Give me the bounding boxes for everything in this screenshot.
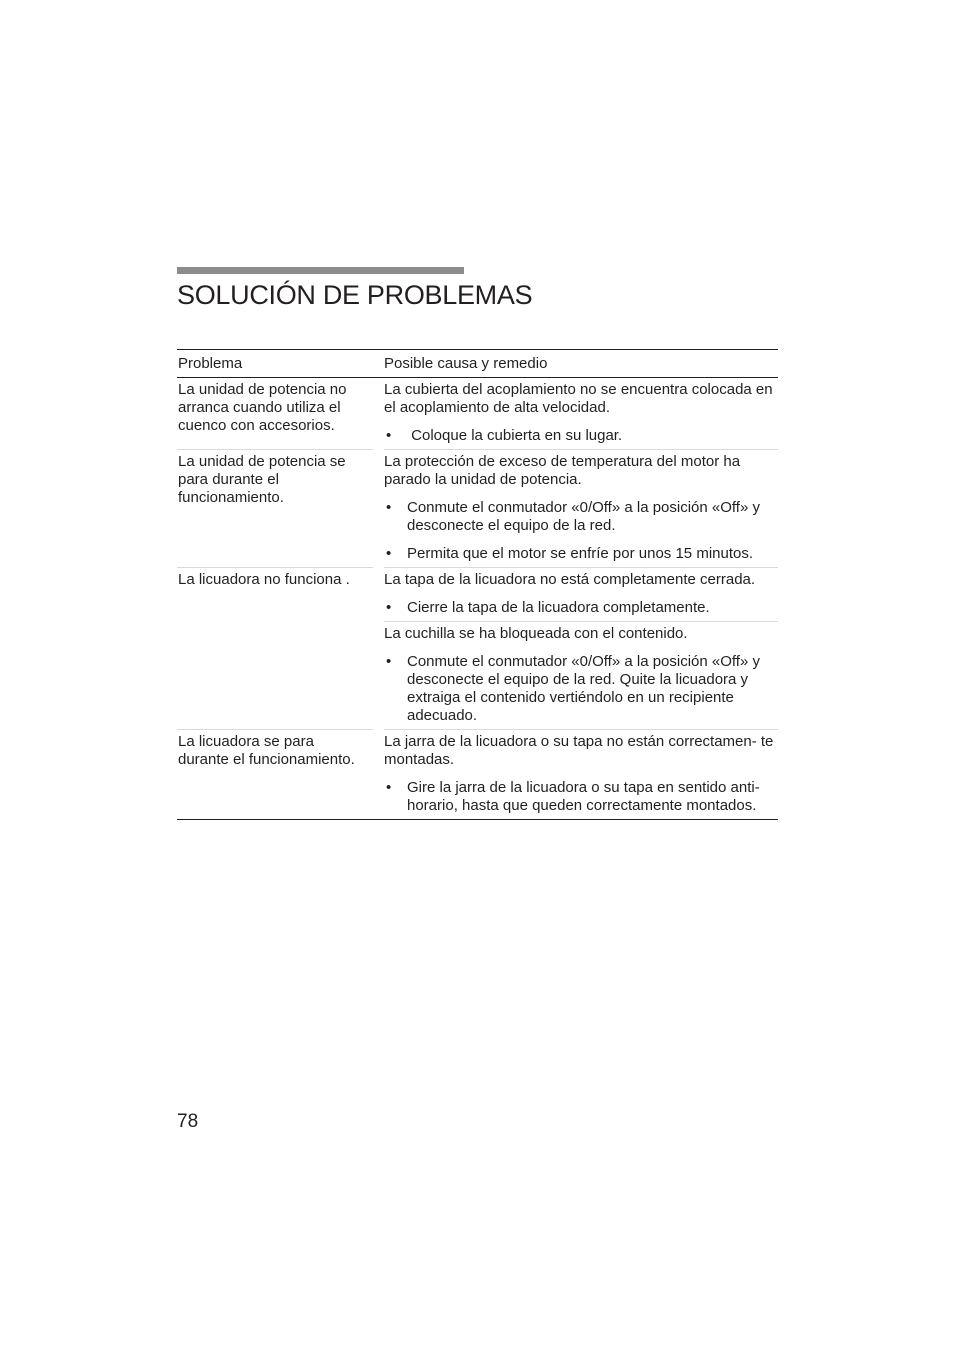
bullet-icon: •	[386, 599, 392, 616]
problem-cell: La licuadora no funciona .	[177, 567, 373, 729]
remedy-block	[384, 621, 778, 725]
cause-text: La jarra de la licuadora o su tapa no están correctamen- te montadas.	[384, 733, 774, 768]
remedy-bullet	[384, 499, 778, 535]
bullet-text: Permita que el motor se enfríe por unos 15 minutos.	[407, 545, 754, 562]
bullet-text: Gire la jarra de la licuadora o su tapa en sentido anti- horario, hasta que queden correctamente montados.	[407, 779, 764, 814]
remedy-block	[384, 378, 778, 445]
page-number: 78	[177, 1111, 199, 1132]
remedy-cell	[384, 567, 778, 729]
bullet-icon: •	[386, 779, 392, 796]
bullet-icon: •	[386, 427, 392, 444]
remedy-bullet	[384, 653, 778, 725]
title-accent-bar	[177, 267, 464, 274]
remedy-bullet	[384, 545, 778, 563]
bullet-text: Conmute el conmutador «0/Off» a la posición «Off» y desconecte el equipo de la red.	[407, 499, 765, 534]
cause-text: La cuchilla se ha bloqueada con el contenido.	[384, 625, 688, 642]
remedy-cell	[384, 729, 778, 819]
bullet-text: Conmute el conmutador «0/Off» a la posición «Off» y desconecte el equipo de la red. Quite la licuadora y extraiga el contenido vertiéndolo en un recipiente adecuado.	[407, 653, 765, 724]
remedy-block	[384, 729, 778, 815]
table-header	[177, 350, 778, 378]
troubleshooting-table	[177, 349, 778, 820]
header-problem: Problema	[178, 355, 243, 372]
bullet-icon: •	[386, 545, 392, 562]
page-title: SOLUCIÓN DE PROBLEMAS	[177, 280, 533, 310]
remedy-bullet	[384, 779, 778, 815]
remedy-bullet	[384, 599, 778, 617]
table-row	[177, 449, 778, 567]
remedy-block	[384, 567, 778, 617]
table-row	[177, 729, 778, 819]
bullet-text: Coloque la cubierta en su lugar.	[407, 427, 623, 444]
bullet-icon: •	[386, 499, 392, 516]
remedy-block	[384, 449, 778, 563]
cause-text: La protección de exceso de temperatura del motor ha parado la unidad de potencia.	[384, 453, 741, 488]
problem-cell: La unidad de potencia no arranca cuando utiliza el cuenco con accesorios.	[178, 381, 347, 434]
header-remedy: Posible causa y remedio	[384, 355, 548, 372]
table-row	[177, 378, 778, 449]
table-row	[177, 567, 778, 729]
bullet-text: Cierre la tapa de la licuadora completamente.	[407, 599, 710, 616]
remedy-bullet	[384, 427, 778, 445]
bullet-icon: •	[386, 653, 392, 670]
problem-cell: La licuadora se para durante el funcionamiento.	[177, 729, 373, 819]
problem-cell: La unidad de potencia se para durante el funcionamiento.	[177, 449, 373, 567]
cause-text: La cubierta del acoplamiento no se encuentra colocada en el acoplamiento de alta velocidad.	[384, 381, 773, 416]
remedy-cell	[384, 378, 778, 449]
table-body	[177, 378, 778, 819]
remedy-cell	[384, 449, 778, 567]
cause-text: La tapa de la licuadora no está completamente cerrada.	[384, 571, 756, 588]
